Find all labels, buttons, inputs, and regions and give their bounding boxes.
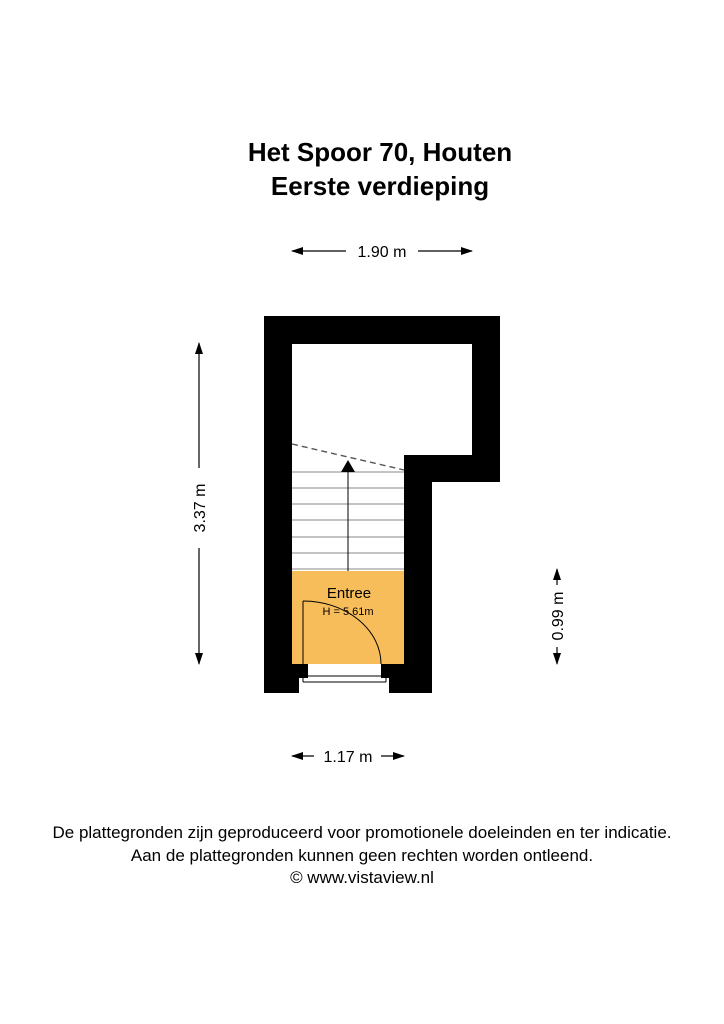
dimension-left-height-label: 3.37 m (192, 483, 209, 533)
dimension-left-height (192, 343, 209, 664)
dimension-top-width (292, 244, 472, 261)
dimension-right-height (550, 569, 567, 664)
disclaimer-line-1: De plattegronden zijn geproduceerd voor promotionele doeleinden en ter indicatie. (52, 823, 672, 842)
room-height-label: H = 5.61m (322, 606, 374, 618)
floorplan-floor-title: Eerste verdieping (270, 171, 490, 201)
dimension-bottom-width-label: 1.17 m (323, 749, 373, 766)
room-name-label: Entree (326, 585, 372, 602)
dimension-top-width-label: 1.90 m (357, 244, 407, 261)
dimension-right-height-label: 0.99 m (550, 591, 567, 641)
floorplan-address-title: Het Spoor 70, Houten (247, 137, 513, 167)
copyright-line: © www.vistaview.nl (290, 868, 434, 887)
dimension-bottom-width (292, 749, 404, 766)
staircase (292, 444, 404, 571)
disclaimer-line-2: Aan de plattegronden kunnen geen rechten worden ontleend. (130, 846, 594, 865)
stair-up-arrow-icon (341, 460, 355, 472)
